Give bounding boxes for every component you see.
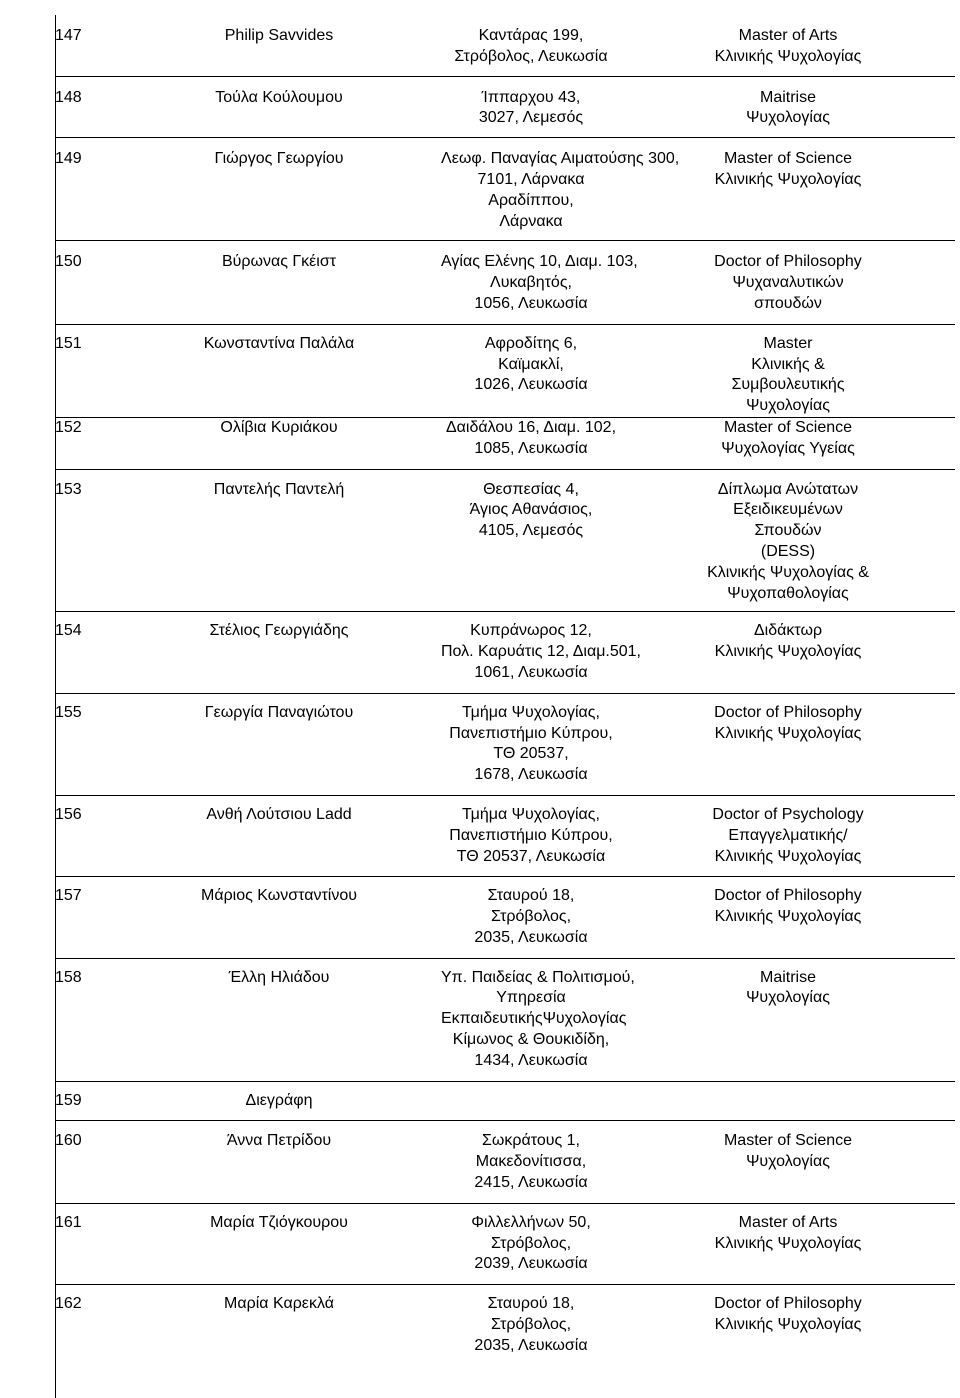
entry-number: 153 xyxy=(55,480,82,498)
entry-name: Παντελής Παντελή xyxy=(213,480,345,498)
entry-degree-line: Κλινικής Ψυχολογίας xyxy=(714,47,862,65)
registry-table-body xyxy=(55,15,955,1367)
entry-address-line: 1061, Λευκωσία xyxy=(474,663,588,681)
entry-address-cell xyxy=(441,795,621,876)
entry-address-cell xyxy=(441,417,621,469)
entry-address-line: Στρόβολος, xyxy=(490,1234,572,1252)
entry-name: Μάριος Κωνσταντίνου xyxy=(201,887,357,905)
entry-degree-line: Ψυχολογίας xyxy=(746,989,830,1007)
entry-degree-line: Ψυχολογίας Υγείας xyxy=(721,439,855,457)
entry-number-cell xyxy=(55,1203,117,1284)
entry-address-line: Κυπράνωρος 12, xyxy=(470,622,592,640)
entry-name-cell xyxy=(117,138,441,241)
entry-degree-line: Κλινικής Ψυχολογίας xyxy=(714,908,862,926)
entry-degree-line: Κλινικής Ψυχολογίας xyxy=(714,170,862,188)
entry-address-line: Ίππαρχου 43, xyxy=(481,88,581,106)
table-row xyxy=(55,795,955,876)
entry-address-line: Τμήμα Ψυχολογίας, xyxy=(462,703,600,721)
entry-name: Γιώργος Γεωργίου xyxy=(214,150,344,168)
table-row xyxy=(55,15,955,76)
entry-address-line: Πολ. Καρυάτις 12, Διαμ.501, xyxy=(441,643,641,661)
entry-address-cell xyxy=(441,612,641,693)
entry-name-cell xyxy=(117,958,441,1081)
entry-degree-cell xyxy=(621,469,955,612)
entry-degree-line: Κλινικής Ψυχολογίας xyxy=(714,1316,862,1334)
entry-address-line: Λάρνακα xyxy=(499,212,563,230)
entry-address-cell xyxy=(441,241,638,324)
table-row xyxy=(55,1081,955,1121)
entry-name: Μαρία Τζιόγκουρου xyxy=(210,1213,348,1231)
entry-name: Philip Savvides xyxy=(224,27,334,44)
entry-name: Τούλα Κούλουμου xyxy=(215,88,343,106)
entry-name: Στέλιος Γεωργιάδης xyxy=(209,622,349,640)
entry-address-line: 1434, Λευκωσία xyxy=(474,1051,588,1069)
table-row xyxy=(55,877,955,958)
entry-degree-line: Εξειδικευμένων xyxy=(733,501,843,519)
table-row xyxy=(55,417,955,469)
entry-degree-line: Ψυχαναλυτικών xyxy=(732,274,844,292)
entry-name-cell xyxy=(117,324,441,417)
entry-name-cell xyxy=(117,612,441,693)
entry-address-line: Πανεπιστήμιο Κύπρου, xyxy=(449,724,613,742)
entry-number-cell xyxy=(55,958,117,1081)
entry-name: Άννα Πετρίδου xyxy=(226,1132,332,1150)
entry-degree-line: Κλινικής & xyxy=(751,355,825,373)
entry-address-line: 2035, Λευκωσία xyxy=(474,928,588,946)
entry-name: Γεωργία Παναγιώτου xyxy=(204,703,354,721)
table-row xyxy=(55,1203,955,1284)
entry-address-line: 2415, Λευκωσία xyxy=(474,1174,588,1192)
entry-number-cell xyxy=(55,324,117,417)
entry-number: 147 xyxy=(55,27,82,44)
entry-number: 150 xyxy=(55,253,82,271)
entry-number: 149 xyxy=(55,150,82,168)
entry-degree-line: Ψυχοπαθολογίας xyxy=(727,584,849,602)
entry-address-line: Καντάρας 199, xyxy=(478,27,584,44)
entry-number: 160 xyxy=(55,1132,82,1150)
entry-degree-cell xyxy=(621,1081,955,1121)
entry-address-line: 1056, Λευκωσία xyxy=(474,294,588,312)
entry-number: 159 xyxy=(55,1091,82,1109)
entry-number-cell xyxy=(55,1121,117,1203)
table-row xyxy=(55,693,955,795)
entry-address-line: Σταυρού 18, xyxy=(487,887,575,905)
entry-name: Ολίβια Κυριάκου xyxy=(220,418,338,436)
entry-address-cell xyxy=(441,1121,621,1203)
table-row xyxy=(55,1285,955,1367)
entry-name: Διεγράφη xyxy=(245,1091,313,1109)
entry-degree-cell xyxy=(621,15,955,76)
entry-degree-cell xyxy=(621,76,955,138)
entry-degree-line: Doctor of Philosophy xyxy=(714,253,862,271)
entry-degree-line: Κλινικής Ψυχολογίας xyxy=(714,1234,862,1252)
entry-address-cell xyxy=(441,138,680,241)
entry-degree-cell xyxy=(621,241,955,324)
entry-address-line: 1026, Λευκωσία xyxy=(474,376,588,394)
entry-address-line: 7101, Λάρνακα xyxy=(477,170,585,188)
entry-number-cell xyxy=(55,417,117,469)
entry-address-line: 2035, Λευκωσία xyxy=(474,1336,588,1354)
entry-degree-line: Ψυχολογίας xyxy=(746,109,830,127)
entry-address-line: ΤΘ 20537, xyxy=(493,745,569,763)
entry-number: 162 xyxy=(55,1295,82,1313)
entry-address-line: ΤΘ 20537, Λευκωσία xyxy=(456,847,606,865)
entry-address-cell xyxy=(441,1081,621,1121)
entry-number-cell xyxy=(55,15,117,76)
table-row xyxy=(55,241,955,324)
entry-number-cell xyxy=(55,241,117,324)
entry-address-line: Τμήμα Ψυχολογίας, xyxy=(462,805,600,823)
entry-degree-line: Master of Arts xyxy=(738,27,838,44)
entry-degree-line: Master of Arts xyxy=(738,1213,838,1231)
entry-name-cell xyxy=(117,1081,441,1121)
entry-number-cell xyxy=(55,795,117,876)
entry-name: Έλλη Ηλιάδου xyxy=(228,968,330,986)
entry-number-cell xyxy=(55,693,117,795)
entry-degree-line: Κλινικής Ψυχολογίας xyxy=(714,724,862,742)
entry-address-line: Στρόβολος, xyxy=(490,1316,572,1334)
entry-degree-line: Διδάκτωρ xyxy=(753,622,823,640)
entry-degree-line: Doctor of Philosophy xyxy=(714,703,862,721)
entry-degree-line: (DESS) xyxy=(760,542,816,560)
entry-name-cell xyxy=(117,795,441,876)
entry-degree-line: Master of Science xyxy=(723,418,853,436)
entry-address-line: Αφροδίτης 6, xyxy=(484,334,578,352)
entry-number-cell xyxy=(55,877,117,958)
entry-name: Κωνσταντίνα Παλάλα xyxy=(203,334,355,352)
entry-address-line: Φιλλελλήνων 50, xyxy=(471,1213,591,1231)
table-row xyxy=(55,1121,955,1203)
entry-number-cell xyxy=(55,1285,117,1367)
entry-degree-line: Κλινικής Ψυχολογίας xyxy=(714,847,862,865)
entry-degree-line: Master of Science xyxy=(723,150,853,168)
entry-number: 158 xyxy=(55,968,82,986)
entry-degree-line: Master xyxy=(763,334,813,352)
entry-address-cell xyxy=(441,1285,621,1367)
entry-degree-line: Ψυχολογίας xyxy=(746,1153,830,1171)
entry-name-cell xyxy=(117,693,441,795)
entry-degree-line: Επαγγελματικής/ xyxy=(728,826,848,844)
entry-name-cell xyxy=(117,877,441,958)
entry-number: 151 xyxy=(55,334,82,352)
entry-degree-line: Σπουδών xyxy=(754,522,822,540)
entry-number-cell xyxy=(55,469,117,612)
entry-degree-cell xyxy=(621,417,955,469)
entry-address-line: Σταυρού 18, xyxy=(487,1295,575,1313)
entry-number: 157 xyxy=(55,887,82,905)
entry-address-cell xyxy=(441,469,621,612)
entry-address-line: Υπ. Παιδείας & Πολιτισμού, xyxy=(441,968,635,986)
entry-address-line: 3027, Λεμεσός xyxy=(478,109,584,127)
entry-name-cell xyxy=(117,1285,441,1367)
entry-name: Ανθή Λούτσιου Ladd xyxy=(206,805,352,823)
entry-degree-line: Doctor of Philosophy xyxy=(714,887,862,905)
entry-degree-line: Ψυχολογίας xyxy=(746,397,830,415)
entry-name: Βύρωνας Γκέιστ xyxy=(221,253,337,271)
entry-address-line: Στρόβολος, Λευκωσία xyxy=(454,47,608,65)
entry-degree-line: Κλινικής Ψυχολογίας xyxy=(714,643,862,661)
entry-degree-cell xyxy=(621,958,955,1081)
entry-address-line: Αραδίππου, xyxy=(488,191,574,209)
entry-number-cell xyxy=(55,76,117,138)
entry-name-cell xyxy=(117,1203,441,1284)
entry-address-line: 1678, Λευκωσία xyxy=(474,766,588,784)
entry-address-cell xyxy=(441,1203,621,1284)
entry-address-cell xyxy=(441,693,621,795)
entry-address-line: 1085, Λευκωσία xyxy=(474,439,588,457)
entry-address-cell xyxy=(441,324,621,417)
entry-number-cell xyxy=(55,138,117,241)
entry-name-cell xyxy=(117,417,441,469)
entry-address-line: ΕκπαιδευτικήςΨυχολογίας xyxy=(441,1010,627,1028)
entry-degree-line: Κλινικής Ψυχολογίας & xyxy=(707,563,869,581)
entry-name-cell xyxy=(117,469,441,612)
psychologist-registry-table xyxy=(55,15,955,1367)
entry-degree-cell xyxy=(621,1285,955,1367)
table-row xyxy=(55,469,955,612)
entry-number: 154 xyxy=(55,622,82,640)
entry-number-cell xyxy=(55,1081,117,1121)
entry-name-cell xyxy=(117,76,441,138)
entry-address-line: Μακεδονίτισσα, xyxy=(475,1153,587,1171)
entry-name: Μαρία Καρεκλά xyxy=(224,1295,334,1313)
entry-address-line: Λυκαβητός, xyxy=(490,274,572,292)
entry-address-line: Κίμωνος & Θουκιδίδη, xyxy=(452,1031,610,1049)
table-row xyxy=(55,324,955,417)
entry-degree-cell xyxy=(621,693,955,795)
entry-address-line: Σωκράτους 1, xyxy=(482,1132,580,1150)
entry-address-line: Στρόβολος, xyxy=(490,908,572,926)
entry-address-cell xyxy=(441,958,635,1081)
entry-address-line: Δαιδάλου 16, Διαμ. 102, xyxy=(445,418,617,436)
entry-address-line: Αγίας Ελένης 10, Διαμ. 103, xyxy=(441,253,638,271)
entry-degree-line: Maitrise xyxy=(759,88,816,106)
table-row xyxy=(55,138,955,241)
entry-degree-cell xyxy=(621,324,955,417)
entry-number-cell xyxy=(55,612,117,693)
entry-name-cell xyxy=(117,15,441,76)
entry-address-line: Καϊμακλί, xyxy=(498,355,564,373)
entry-name-cell xyxy=(117,241,441,324)
entry-address-line: 4105, Λεμεσός xyxy=(478,522,584,540)
entry-address-line: Πανεπιστήμιο Κύπρου, xyxy=(449,826,613,844)
entry-number: 161 xyxy=(55,1213,82,1231)
entry-number: 155 xyxy=(55,703,82,721)
entry-address-cell xyxy=(441,76,621,138)
entry-degree-line: Doctor of Philosophy xyxy=(714,1295,862,1313)
entry-degree-line: Master of Science xyxy=(723,1132,853,1150)
entry-address-line: Υπηρεσία xyxy=(496,989,566,1007)
entry-address-line: Θεσπεσίας 4, xyxy=(483,480,579,498)
entry-degree-cell xyxy=(621,612,955,693)
table-row xyxy=(55,612,955,693)
entry-number: 152 xyxy=(55,418,82,436)
entry-degree-line: Doctor of Psychology xyxy=(712,805,864,823)
entry-name-cell xyxy=(117,1121,441,1203)
entry-degree-cell xyxy=(621,1121,955,1203)
entry-degree-cell xyxy=(621,877,955,958)
entry-degree-line: Συμβουλευτικής xyxy=(731,376,845,394)
entry-degree-line: Δίπλωμα Ανώτατων xyxy=(717,480,859,498)
entry-number: 148 xyxy=(55,88,82,106)
entry-degree-line: Maitrise xyxy=(759,968,816,986)
entry-address-line: Άγιος Αθανάσιος, xyxy=(469,501,593,519)
entry-degree-cell xyxy=(621,1203,955,1284)
entry-address-cell xyxy=(441,15,621,76)
entry-number: 156 xyxy=(55,805,82,823)
entry-address-line: 2039, Λευκωσία xyxy=(474,1255,588,1273)
entry-degree-line: σπουδών xyxy=(754,294,822,312)
table-row xyxy=(55,76,955,138)
entry-degree-cell xyxy=(621,795,955,876)
table-row xyxy=(55,958,955,1081)
entry-address-line: Λεωφ. Παναγίας Αιματούσης 300, xyxy=(441,150,680,168)
entry-address-cell xyxy=(441,877,621,958)
